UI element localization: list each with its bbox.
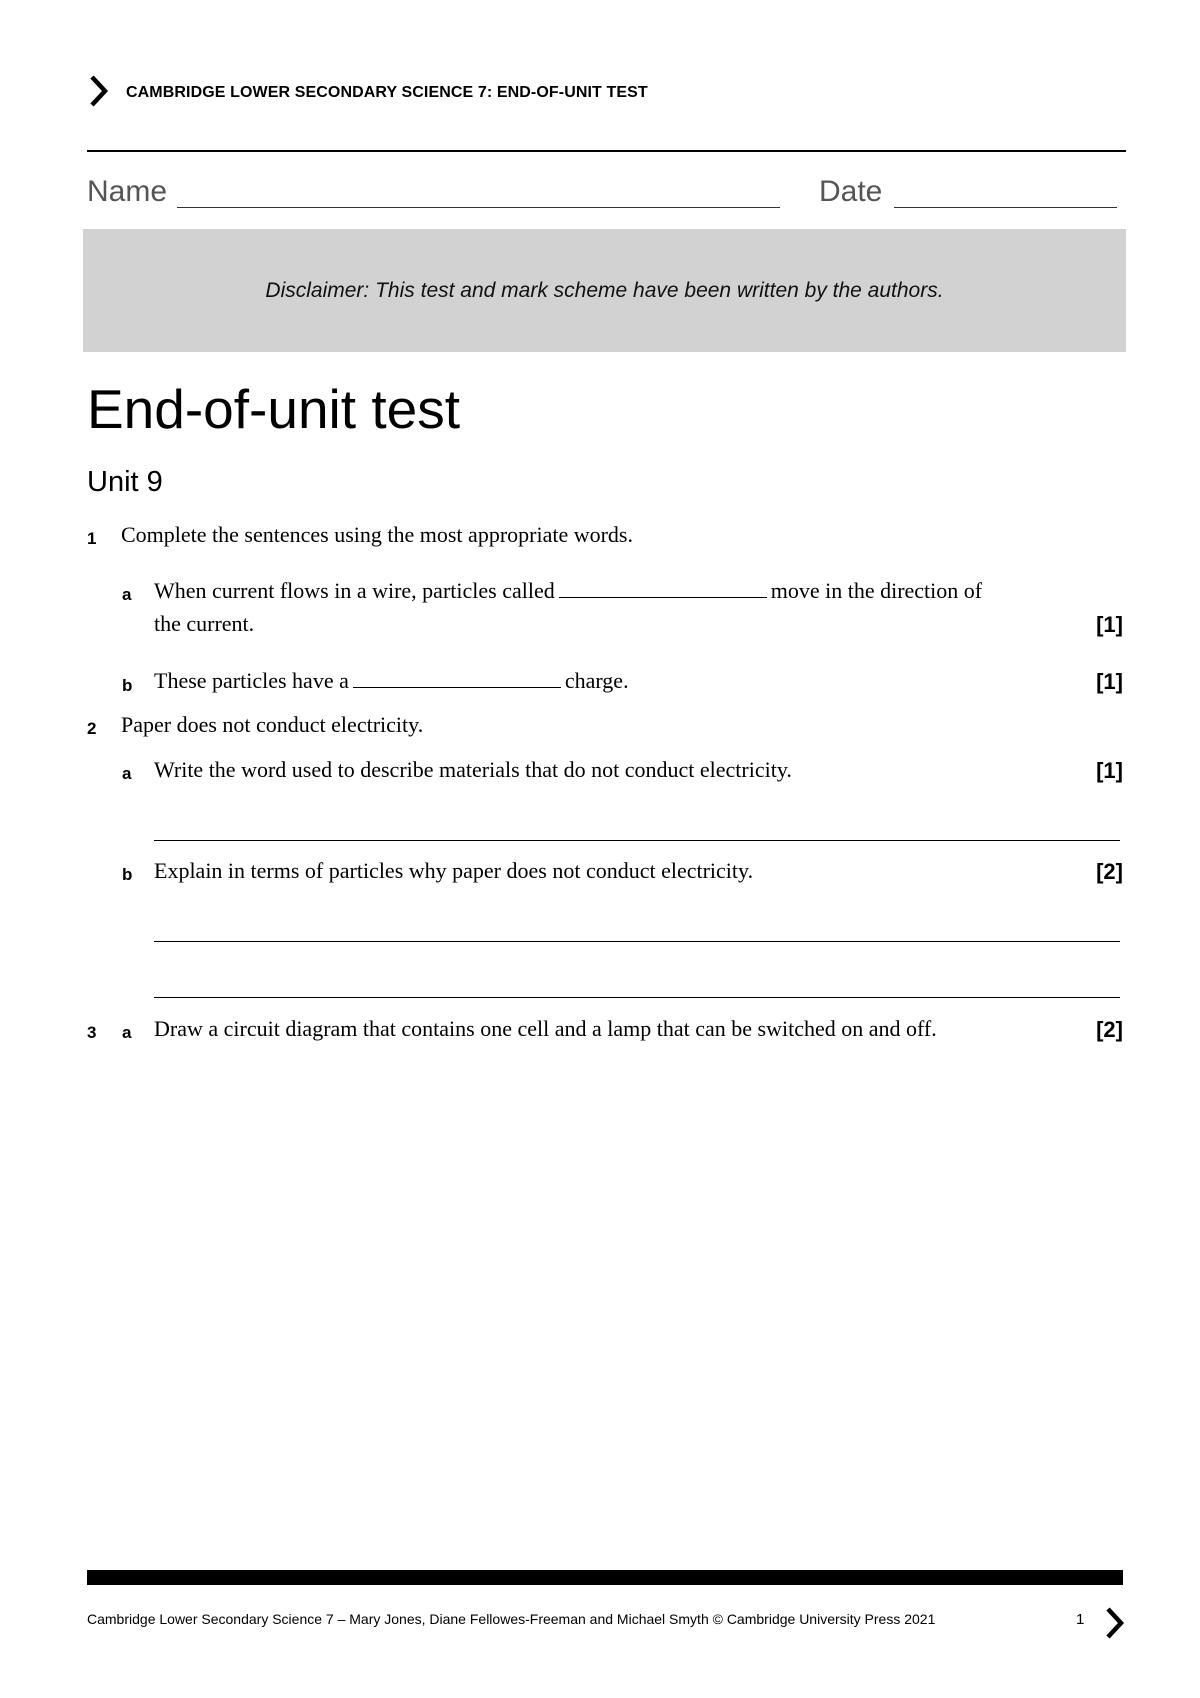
question-1-text: Complete the sentences using the most appropriate words. bbox=[121, 522, 633, 547]
disclaimer-text: Disclaimer: This test and mark scheme have been written by the authors. bbox=[265, 278, 944, 302]
question-1a-marks: [1] bbox=[1096, 612, 1123, 637]
question-1a-after: move in the direction of bbox=[770, 578, 983, 603]
running-header-title: CAMBRIDGE LOWER SECONDARY SCIENCE 7: END-OF-UNIT TEST bbox=[126, 84, 648, 101]
unit-title: Unit 9 bbox=[87, 466, 163, 498]
question-1a-blank[interactable] bbox=[559, 597, 767, 598]
question-3-number: 3 bbox=[87, 1023, 97, 1042]
page-number: 1 bbox=[1076, 1611, 1085, 1628]
question-1a-before: When current flows in a wire, particles called bbox=[154, 578, 555, 603]
question-1b-marks: [1] bbox=[1096, 669, 1123, 694]
name-field[interactable] bbox=[177, 207, 780, 208]
question-3a-text: Draw a circuit diagram that contains one cell and a lamp that can be switched on and off. bbox=[154, 1016, 937, 1041]
name-label: Name bbox=[87, 175, 168, 208]
question-2b-text: Explain in terms of particles why paper does not conduct electricity. bbox=[154, 858, 754, 883]
question-1a-line1 bbox=[154, 576, 982, 607]
footer-copyright: Cambridge Lower Secondary Science 7 – Mary Jones, Diane Fellowes-Freeman and Michael Smyth © Cambridge University Press 2021 bbox=[87, 1611, 936, 1627]
question-2a-text: Write the word used to describe materials that do not conduct electricity. bbox=[154, 757, 792, 782]
question-2-number: 2 bbox=[87, 719, 97, 738]
question-3a-marks: [2] bbox=[1096, 1017, 1123, 1042]
question-2a-answer-line[interactable] bbox=[154, 840, 1120, 841]
question-1b-before: These particles have a bbox=[154, 668, 349, 693]
question-1b-blank[interactable] bbox=[353, 687, 561, 688]
question-1a-letter: a bbox=[122, 585, 132, 604]
question-1-number: 1 bbox=[87, 529, 97, 548]
chevron-right-icon[interactable] bbox=[1104, 1606, 1126, 1640]
question-3a-letter: a bbox=[122, 1023, 132, 1042]
date-field[interactable] bbox=[894, 207, 1117, 208]
chevron-right-icon bbox=[88, 74, 110, 108]
question-1b-after: charge. bbox=[564, 668, 629, 693]
question-3a-drawing-area[interactable] bbox=[154, 1060, 1120, 1540]
date-label: Date bbox=[819, 175, 883, 208]
question-2-text: Paper does not conduct electricity. bbox=[121, 712, 424, 737]
question-1b-letter: b bbox=[122, 676, 133, 695]
question-2a-letter: a bbox=[122, 764, 132, 783]
question-1a-line2: the current. bbox=[154, 611, 255, 636]
question-2a-marks: [1] bbox=[1096, 758, 1123, 783]
question-2b-letter: b bbox=[122, 865, 133, 884]
footer-bar bbox=[87, 1570, 1123, 1585]
question-1b-line bbox=[154, 666, 629, 697]
question-2b-marks: [2] bbox=[1096, 859, 1123, 884]
question-2b-answer-line-2[interactable] bbox=[154, 997, 1120, 998]
page-title: End-of-unit test bbox=[87, 378, 460, 440]
disclaimer-box bbox=[83, 229, 1126, 352]
question-2b-answer-line-1[interactable] bbox=[154, 941, 1120, 942]
header-rule bbox=[87, 150, 1126, 152]
